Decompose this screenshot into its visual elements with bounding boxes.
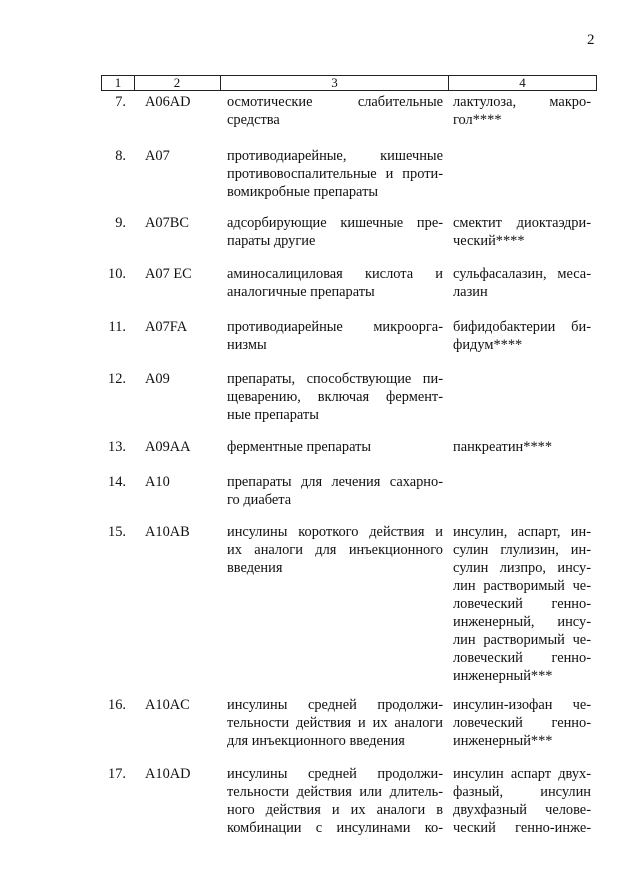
drug-name-line: ловеческий генно-: [453, 596, 591, 612]
group-name-line: вомикробные препараты: [227, 184, 379, 200]
group-name-cell: [227, 523, 443, 577]
atc-code: A07: [145, 148, 170, 164]
drug-name-line: лазин: [453, 284, 488, 300]
header-cell-4: 4: [519, 75, 526, 90]
header-cell-1: 1: [114, 75, 122, 90]
group-name-line: тельности действия и их аналоги: [227, 715, 443, 731]
drug-name-line: смектит диоктаэдри-: [453, 215, 591, 231]
drug-name-line: инженерный***: [453, 733, 553, 749]
drug-name-line: панкреатин****: [453, 439, 553, 455]
drug-name-line: ческий генно-инже-: [453, 820, 591, 836]
group-name-line: параты другие: [227, 233, 316, 249]
drug-name-line: бифидобактерии би-: [453, 319, 591, 335]
group-name-line: введения: [227, 560, 283, 576]
group-name-cell: [227, 438, 443, 456]
drug-name-line: лин растворимый че-: [453, 578, 591, 594]
drug-name-line: инженерный***: [453, 668, 553, 684]
group-name-line: аминосалициловая кислота и: [227, 266, 443, 282]
row-number: 15.: [108, 524, 126, 540]
atc-code: A09: [145, 371, 170, 387]
atc-code: A10AC: [145, 697, 190, 713]
drug-name-line: гол****: [453, 112, 502, 128]
drug-name-line: сулин глулизин, ин-: [453, 542, 591, 558]
row-number: 7.: [115, 94, 126, 110]
drug-name-line: лин растворимый че-: [453, 632, 591, 648]
drug-name-line: ловеческий генно-: [453, 650, 591, 666]
group-name-line: адсорбирующие кишечные пре-: [227, 215, 443, 231]
group-name-line: аналогичные препараты: [227, 284, 375, 300]
group-name-cell: [227, 147, 443, 201]
drug-name-line: инсулин, аспарт, ин-: [453, 524, 591, 540]
drug-list-cell: [453, 214, 591, 250]
group-name-line: ного действия и их аналоги в: [227, 802, 443, 818]
header-cell-3: 3: [331, 75, 338, 90]
drug-name-line: лактулоза, макро-: [453, 94, 591, 110]
drug-name-line: инсулин аспарт двух-: [453, 766, 591, 782]
group-name-line: противодиарейные, кишечные: [227, 148, 443, 164]
row-number: 14.: [108, 474, 126, 490]
group-name-line: инсулины короткого действия и: [227, 524, 443, 540]
group-name-line: щеварению, включая фермент-: [227, 389, 443, 405]
drug-name-line: сульфасалазин, меса-: [453, 266, 591, 282]
drug-list-cell: [453, 318, 591, 354]
atc-code: A07 EC: [145, 266, 192, 282]
row-number: 11.: [108, 319, 126, 335]
row-number: 16.: [108, 697, 126, 713]
group-name-line: их аналоги для инъекционного: [227, 542, 443, 558]
group-name-line: противодиарейные микроорга-: [227, 319, 443, 335]
drug-name-line: ловеческий генно-: [453, 715, 591, 731]
table-header-row: [101, 75, 597, 91]
group-name-cell: [227, 318, 443, 354]
group-name-line: противовоспалительные и проти-: [227, 166, 443, 182]
atc-code: A06AD: [145, 94, 191, 110]
drug-name-line: двухфазный челове-: [453, 802, 591, 818]
drug-list-cell: [453, 438, 591, 456]
group-name-line: ные препараты: [227, 407, 319, 423]
atc-code: A07FA: [145, 319, 188, 335]
group-name-line: тельности действия или длитель-: [227, 784, 443, 800]
page-number: 2: [587, 32, 595, 48]
drug-list-cell: [453, 523, 591, 685]
drug-name-line: инсулин-изофан че-: [453, 697, 591, 713]
group-name-cell: [227, 473, 443, 509]
group-name-line: препараты для лечения сахарно-: [227, 474, 443, 490]
atc-code: A10AB: [145, 524, 190, 540]
drug-list-cell: [453, 265, 591, 301]
atc-code: A10AD: [145, 766, 191, 782]
row-number: 12.: [108, 371, 126, 387]
group-name-line: комбинации с инсулинами ко-: [227, 820, 443, 836]
drug-name-line: сулин лизпро, инсу-: [453, 560, 591, 576]
drug-name-line: фидум****: [453, 337, 523, 353]
row-number: 10.: [108, 266, 126, 282]
atc-code: A09AA: [145, 439, 191, 455]
group-name-line: го диабета: [227, 492, 292, 508]
atc-code: A07BC: [145, 215, 189, 231]
row-number: 13.: [108, 439, 126, 455]
drug-name-line: фазный, инсулин: [453, 784, 591, 800]
group-name-line: инсулины средней продолжи-: [227, 697, 443, 713]
group-name-line: средства: [227, 112, 280, 128]
group-name-line: для инъекционного введения: [227, 733, 405, 749]
group-name-cell: [227, 214, 443, 250]
group-name-cell: [227, 370, 443, 424]
drug-list-cell: [453, 93, 591, 129]
group-name-cell: [227, 696, 443, 750]
group-name-line: препараты, способствующие пи-: [227, 371, 443, 387]
group-name-line: инсулины средней продолжи-: [227, 766, 443, 782]
group-name-line: низмы: [227, 337, 267, 353]
drug-list-cell: [453, 696, 591, 750]
group-name-line: ферментные препараты: [227, 439, 372, 455]
row-number: 17.: [108, 766, 126, 782]
drug-name-line: ческий****: [453, 233, 525, 249]
row-number: 9.: [115, 215, 126, 231]
row-number: 8.: [115, 148, 126, 164]
drug-list-cell: [453, 765, 591, 837]
group-name-cell: [227, 93, 443, 129]
header-cell-2: 2: [173, 75, 181, 90]
group-name-line: осмотические слабительные: [227, 94, 443, 110]
group-name-cell: [227, 765, 443, 837]
group-name-cell: [227, 265, 443, 301]
atc-code: A10: [145, 474, 170, 490]
drug-name-line: инженерный, инсу-: [453, 614, 591, 630]
